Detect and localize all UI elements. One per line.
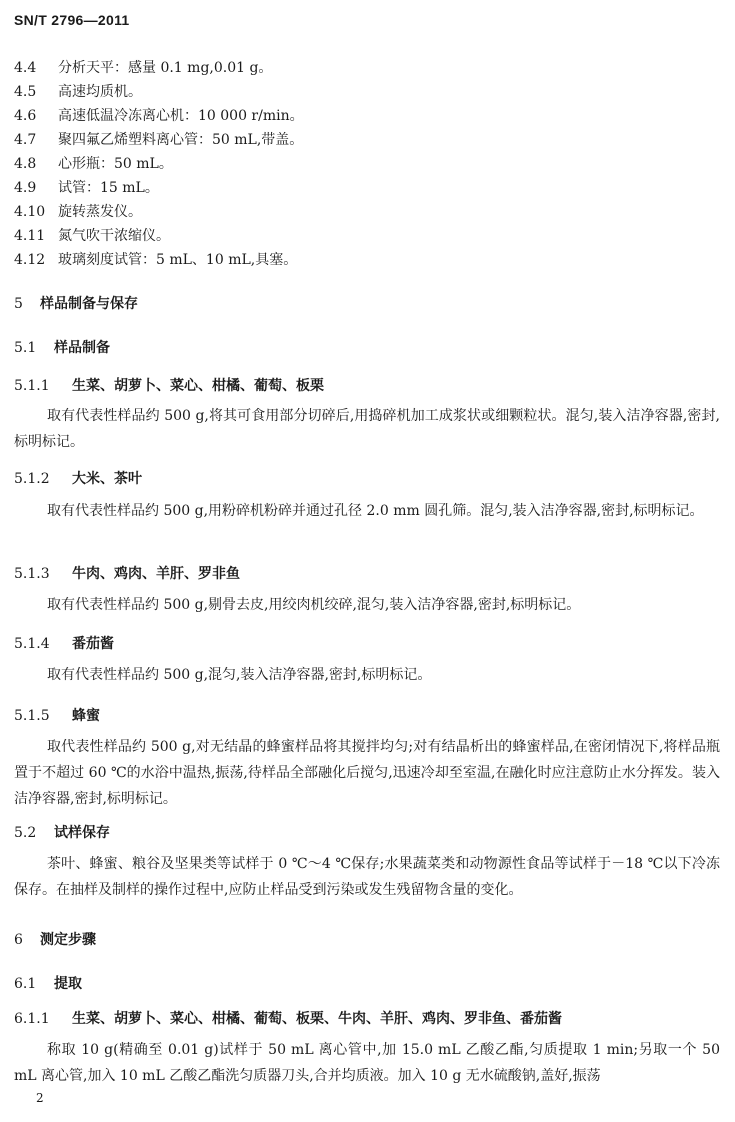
section-heading-5-1-3: 5.1.3 牛肉、鸡肉、羊肝、罗非鱼 (14, 566, 240, 582)
equipment-item: 4.6 高速低温冷冻离心机：10 000 r/min。 (14, 108, 304, 124)
paragraph-5-1-3: 取有代表性样品约 500 g,剔骨去皮,用绞肉机绞碎,混匀,装入洁净容器,密封,标明标记。 (47, 597, 581, 613)
equipment-item: 4.7 聚四氟乙烯塑料离心管：50 mL,带盖。 (14, 132, 304, 148)
section-heading-5: 5 样品制备与保存 (14, 296, 138, 312)
equipment-item: 4.12 玻璃刻度试管：5 mL、10 mL,具塞。 (14, 252, 298, 268)
section-heading-6-1: 6.1 提取 (14, 976, 82, 992)
equipment-item: 4.11 氮气吹干浓缩仪。 (14, 228, 170, 244)
section-heading-5-1-4: 5.1.4 番茄酱 (14, 636, 114, 652)
equipment-item: 4.5 高速均质机。 (14, 84, 142, 100)
equipment-item: 4.8 心形瓶：50 mL。 (14, 156, 173, 172)
paragraph-5-1-5: 取代表性样品约 500 g,对无结晶的蜂蜜样品将其搅拌均匀;对有结晶析出的蜂蜜样品,在密闭情况下,将样品瓶置于不超过 60 ℃的水浴中温热,振荡,待样品全部融化后搅匀,迅速冷却至室温,在融化时应注意防止水分挥发。装入洁净容器,密封,标明标记。 (14, 739, 720, 807)
section-heading-5-1-2: 5.1.2 大米、茶叶 (14, 471, 142, 487)
paragraph-5-1-1: 取有代表性样品约 500 g,将其可食用部分切碎后,用捣碎机加工成浆状或细颗粒状。混匀,装入洁净容器,密封,标明标记。 (14, 408, 720, 450)
section-heading-5-1: 5.1 样品制备 (14, 340, 110, 356)
paragraph-5-1-2: 取有代表性样品约 500 g,用粉碎机粉碎并通过孔径 2.0 mm 圆孔筛。混匀,装入洁净容器,密封,标明标记。 (47, 503, 704, 519)
paragraph-6-1-1: 称取 10 g(精确至 0.01 g)试样于 50 mL 离心管中,加 15.0 mL 乙酸乙酯,匀质提取 1 min;另取一个 50 mL 离心管,加入 10 mL 乙酸乙酯洗匀质器刀头,合并均质液。加入 10 g 无水硫酸钠,盖好,振荡 (14, 1042, 720, 1084)
paragraph-5-1-4: 取有代表性样品约 500 g,混匀,装入洁净容器,密封,标明标记。 (47, 667, 432, 683)
section-heading-6: 6 测定步骤 (14, 932, 96, 948)
section-heading-5-2: 5.2 试样保存 (14, 825, 110, 841)
page-number: 2 (36, 1091, 44, 1105)
equipment-item: 4.10 旋转蒸发仪。 (14, 204, 142, 220)
standard-code-header: SN/T 2796—2011 (14, 12, 130, 28)
section-heading-5-1-5: 5.1.5 蜂蜜 (14, 708, 100, 724)
section-heading-6-1-1: 6.1.1 生菜、胡萝卜、菜心、柑橘、葡萄、板栗、牛肉、羊肝、鸡肉、罗非鱼、番茄酱 (14, 1011, 562, 1027)
equipment-item: 4.9 试管：15 mL。 (14, 180, 159, 196)
equipment-item: 4.4 分析天平：感量 0.1 mg,0.01 g。 (14, 60, 273, 76)
section-heading-5-1-1: 5.1.1 生菜、胡萝卜、菜心、柑橘、葡萄、板栗 (14, 378, 324, 394)
paragraph-5-2: 茶叶、蜂蜜、粮谷及坚果类等试样于 0 ℃～4 ℃保存;水果蔬菜类和动物源性食品等试样于－18 ℃以下冷冻保存。在抽样及制样的操作过程中,应防止样品受到污染或发生残留物含量的变化。 (14, 856, 720, 898)
